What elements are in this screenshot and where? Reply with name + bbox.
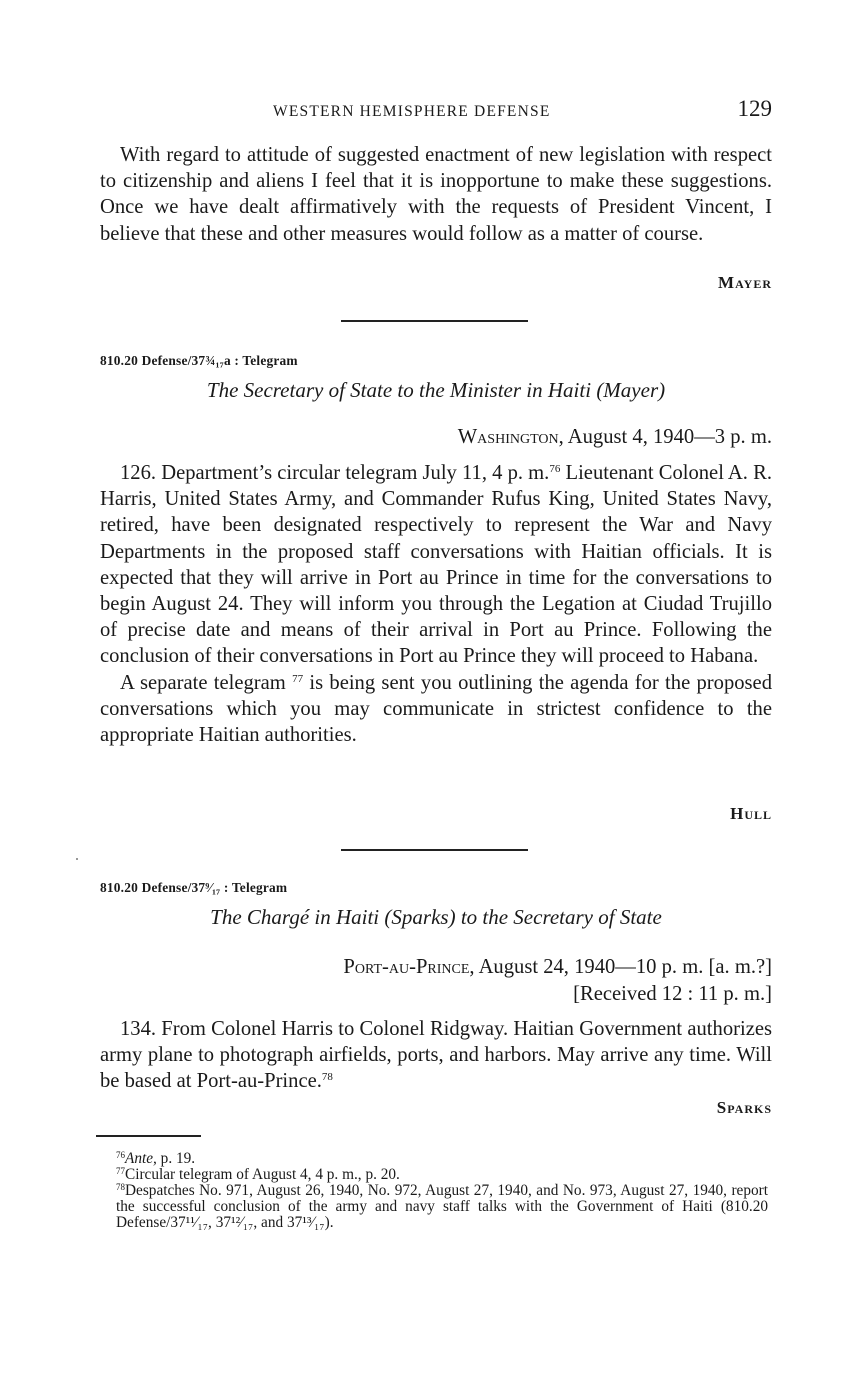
- footnote-number: 77: [116, 1166, 125, 1176]
- footnote-ref: 78: [321, 1071, 333, 1084]
- section-mayer-closing: [100, 142, 772, 247]
- telegram-body-126: [100, 460, 772, 748]
- signature-sparks: Sparks: [716, 1098, 772, 1117]
- title-name: (Mayer): [596, 378, 666, 402]
- footnotes: [96, 1151, 768, 1231]
- paragraph: [100, 1016, 772, 1095]
- footnote-78: [96, 1183, 768, 1231]
- paragraph-text: 134. From Colonel Harris to Colonel Ridgway. Haitian Government authorizes army plane to photograph airfields, ports, and harbors. May arrive any time. Will be based at Port-au-Prince.: [100, 1018, 772, 1093]
- received-line: [Received 12 : 11 p. m.]: [573, 983, 772, 1005]
- paragraph-text: 126. Department’s circular telegram July 11, 4 p. m.: [120, 462, 550, 484]
- dateline: [458, 426, 772, 449]
- footnote-number: 76: [116, 1150, 125, 1160]
- paragraph-text: Lieutenant Colonel A. R. Harris, United States Army, and Commander Rufus King, United States Navy, retired, have been designated respectively to represent the War and Navy Departments in the proposed staff conversations with Haitian officials. It is expected that they will arrive in Port au Prince in time for the conversations to begin August 24. They will inform you through the Legation at Ciudad Trujillo of precise date and means of their arrival in Port au Prince. Following the conclusion of their conversations in Port au Prince they will proceed to Habana.: [100, 462, 772, 668]
- dateline-place: Washington,: [457, 426, 564, 448]
- signature-hull: Hull: [730, 804, 772, 823]
- title-end: to the Secretary of State: [460, 905, 662, 929]
- file-reference: 810.20 Defense/37⁹⁄₁₇ : Telegram: [100, 880, 288, 895]
- dateline-date: August 24, 1940—10 p. m. [a. m.?]: [478, 956, 772, 978]
- signature-mayer: Mayer: [718, 273, 772, 292]
- title-main: The Secretary of State to the Minister in Haiti: [206, 378, 592, 402]
- paragraph-text: A separate telegram: [120, 671, 293, 694]
- page-number: 129: [737, 96, 772, 121]
- dateline: [343, 956, 772, 979]
- footnote-76: [96, 1151, 768, 1167]
- footnote-text: Despatches No. 971, August 26, 1940, No. 972, August 27, 1940, and No. 973, August 27, 1940, report the successful conclusion of the army and navy staff talks with the Government of Haiti (810.20 Defense/37¹¹⁄₁₇, 37¹²⁄₁₇, and 37¹³⁄₁₇).: [116, 1182, 768, 1231]
- paragraph: With regard to attitude of suggested enactment of new legislation with respect to citizenship and aliens I feel that it is inopportune to make these suggestions. Once we have dealt affirmatively with the requests of President Vincent, I believe that these and other measures would follow as a matter of course.: [100, 144, 772, 245]
- footnote-ref: 77: [292, 672, 304, 685]
- title-name: (Sparks): [384, 905, 456, 929]
- paragraph: [100, 460, 772, 670]
- section-divider: [341, 849, 528, 851]
- footnote-rule: [96, 1135, 201, 1137]
- footnote-ref: 76: [549, 463, 561, 475]
- dateline-place: Port-au-Prince,: [343, 956, 475, 978]
- section-divider: [341, 320, 528, 322]
- footnote-text: Ante,: [125, 1150, 157, 1167]
- footnote-77: [96, 1167, 768, 1183]
- document-title: [100, 905, 772, 930]
- paragraph-text: is being sent you outlining the agenda for the proposed conversations which you may communicate in strictest confidence to the appropriate Haitian authorities.: [100, 671, 772, 747]
- footnote-number: 78: [116, 1182, 125, 1192]
- running-title: WESTERN HEMISPHERE DEFENSE: [273, 103, 551, 120]
- telegram-body-134: [100, 1016, 772, 1095]
- file-reference: 810.20 Defense/37¾₁₇a : Telegram: [100, 353, 298, 368]
- title-main: The Chargé in Haiti: [210, 905, 380, 929]
- running-head: [100, 96, 772, 122]
- page-speck: [76, 858, 78, 860]
- paragraph: [100, 670, 772, 749]
- footnote-text: Circular telegram of August 4, 4 p. m., p. 20.: [125, 1166, 400, 1183]
- document-title: [100, 378, 772, 403]
- dateline-date: August 4, 1940—3 p. m.: [567, 426, 772, 448]
- footnote-text: p. 19.: [156, 1150, 196, 1167]
